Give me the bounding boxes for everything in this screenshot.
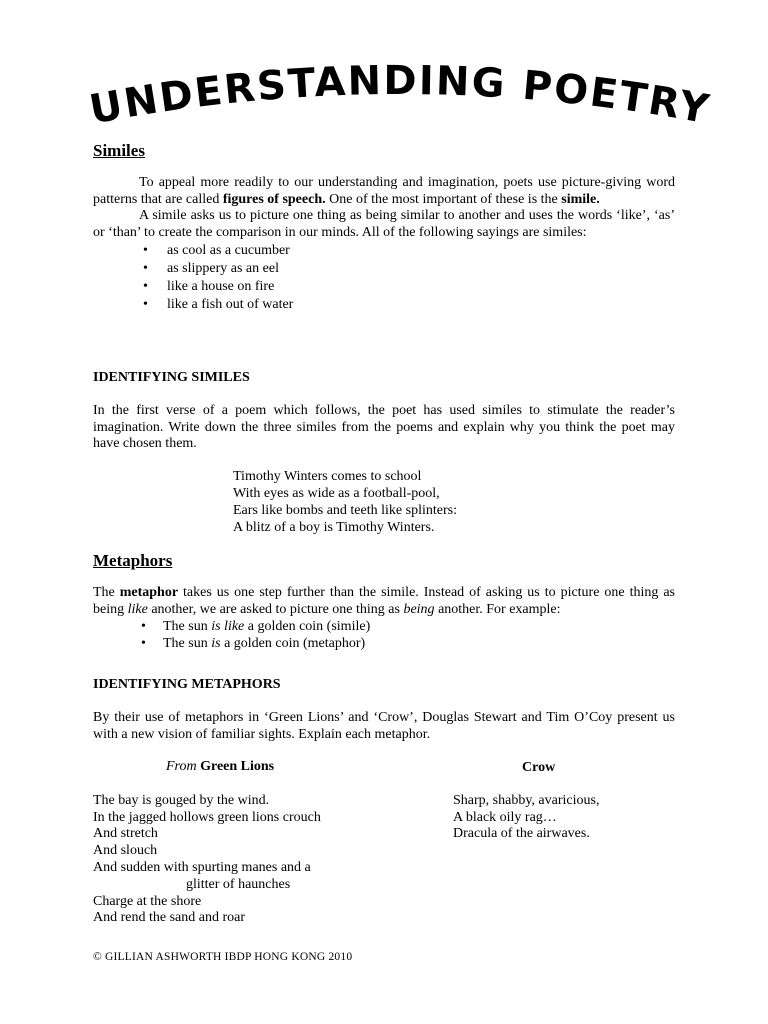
poem-line: And rend the sand and roar xyxy=(93,910,246,926)
list-item: • like a house on fire xyxy=(167,278,675,296)
poem-line: glitter of haunches xyxy=(186,876,291,892)
identifying-metaphors-heading: IDENTIFYING METAPHORS xyxy=(93,677,281,692)
list-item: • as slippery as an eel xyxy=(167,260,675,278)
poem-line: Sharp, shabby, avaricious, xyxy=(453,792,600,808)
list-item: • as cool as a cucumber xyxy=(167,242,675,260)
copyright-footer: © GILLIAN ASHWORTH IBDP HONG KONG 2010 xyxy=(93,951,353,963)
identifying-similes-section xyxy=(93,370,675,536)
similes-heading: Similes xyxy=(93,141,145,160)
crow-poem xyxy=(453,760,683,843)
metaphors-heading: Metaphors xyxy=(93,551,173,570)
crow-title: Crow xyxy=(522,760,556,775)
similes-intro-paragraph: To appeal more readily to our understanding and imagination, poets use picture-giving word patterns that are called figures of speech. One of the most important of these is the simile. xyxy=(93,174,675,207)
page-title-text: UNDERSTANDING POETRY xyxy=(86,60,714,134)
timothy-winters-verse xyxy=(93,469,675,536)
poem-line: And sudden with spurting manes and a xyxy=(93,859,311,875)
identifying-similes-instructions: In the first verse of a poem which follows, the poet has used similes to stimulate the reader’s imagination. Write down the three similes from the poems and explain why you think the poet may have chosen them. xyxy=(93,402,675,452)
verse-line: Timothy Winters comes to school xyxy=(233,469,422,485)
poem-line: In the jagged hollows green lions crouch xyxy=(93,809,321,825)
poem-line: And slouch xyxy=(93,843,158,859)
identifying-similes-heading: IDENTIFYING SIMILES xyxy=(93,370,250,385)
green-lions-title: From Green Lions xyxy=(166,759,275,774)
metaphor-examples-list xyxy=(93,618,675,652)
poem-line: Charge at the shore xyxy=(93,893,202,909)
simile-examples-list xyxy=(93,242,675,314)
poem-line: A black oily rag… xyxy=(453,809,557,825)
verse-line: With eyes as wide as a football-pool, xyxy=(233,485,440,501)
verse-line: Ears like bombs and teeth like splinters: xyxy=(233,502,457,518)
metaphors-section xyxy=(93,553,675,652)
similes-section xyxy=(93,143,675,314)
simile-definition-paragraph: A simile asks us to picture one thing as being similar to another and uses the words ‘like’, ‘as’ or ‘than’ to create the comparison in our minds. All of the following sayings are similes: xyxy=(93,208,675,241)
identifying-metaphors-instructions: By their use of metaphors in ‘Green Lions’ and ‘Crow’, Douglas Stewart and Tim O’Coy present us with a new vision of familiar sights. Explain each metaphor. xyxy=(93,709,675,742)
identifying-metaphors-section xyxy=(93,677,675,743)
poem-line: And stretch xyxy=(93,826,158,842)
poem-line: Dracula of the airwaves. xyxy=(453,826,590,842)
poem-line: The bay is gouged by the wind. xyxy=(93,792,270,808)
page-title xyxy=(40,60,760,150)
metaphor-definition-paragraph: The metaphor takes us one step further than the simile. Instead of asking us to picture one thing as being like another, we are asked to picture one thing as being another. For example: xyxy=(93,584,675,617)
list-item: • The sun is a golden coin (metaphor) xyxy=(163,635,675,652)
list-item: • The sun is like a golden coin (simile) xyxy=(163,618,675,635)
verse-line: A blitz of a boy is Timothy Winters. xyxy=(233,519,435,535)
green-lions-poem xyxy=(93,759,433,927)
list-item: • like a fish out of water xyxy=(167,296,675,314)
